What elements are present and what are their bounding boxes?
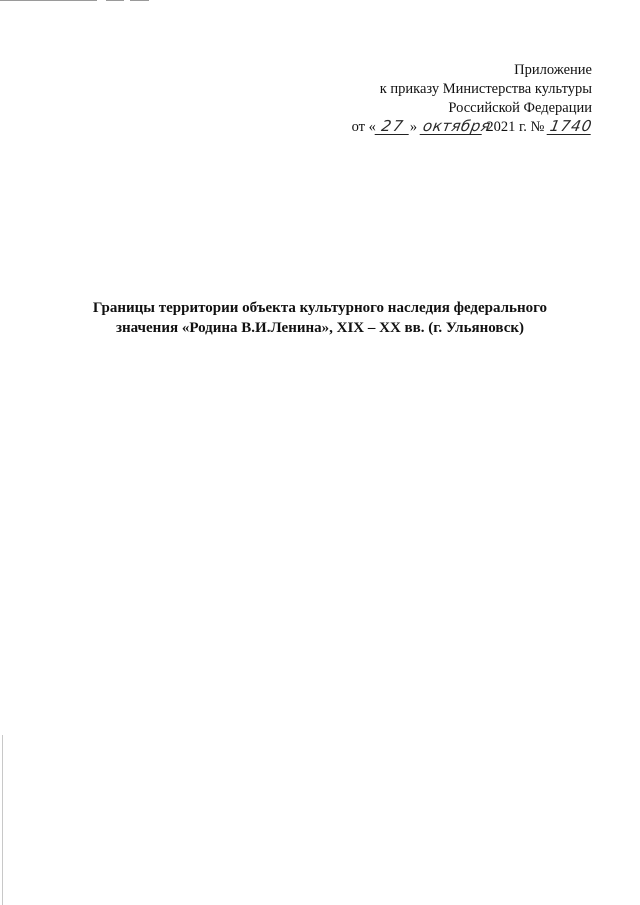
title-line-2: значения «Родина В.И.Ленина», XIX – XX вв. (г. Ульяновск) bbox=[115, 320, 524, 336]
order-date-number bbox=[352, 118, 592, 137]
attachment-header bbox=[352, 61, 592, 137]
order-prefix: от « bbox=[351, 119, 376, 135]
year-text: 2021 г. № bbox=[486, 119, 545, 135]
handwritten-month: октября bbox=[421, 117, 492, 135]
order-reference: к приказу Министерства культуры bbox=[379, 81, 592, 97]
handwritten-day: 27 bbox=[374, 119, 411, 135]
handwritten-order-number: 1740 bbox=[548, 117, 594, 135]
scan-artifact-line bbox=[130, 0, 149, 1]
quote-close: » bbox=[409, 119, 418, 135]
title-line-1: Границы территории объекта культурного наследия федерального bbox=[92, 300, 548, 316]
attachment-label: Приложение bbox=[514, 62, 592, 78]
scan-edge-artifact bbox=[2, 735, 3, 905]
scan-artifact-line bbox=[106, 0, 124, 1]
scan-artifact-line bbox=[0, 0, 97, 1]
document-title bbox=[0, 298, 640, 338]
ministry-country: Российской Федерации bbox=[448, 100, 592, 116]
